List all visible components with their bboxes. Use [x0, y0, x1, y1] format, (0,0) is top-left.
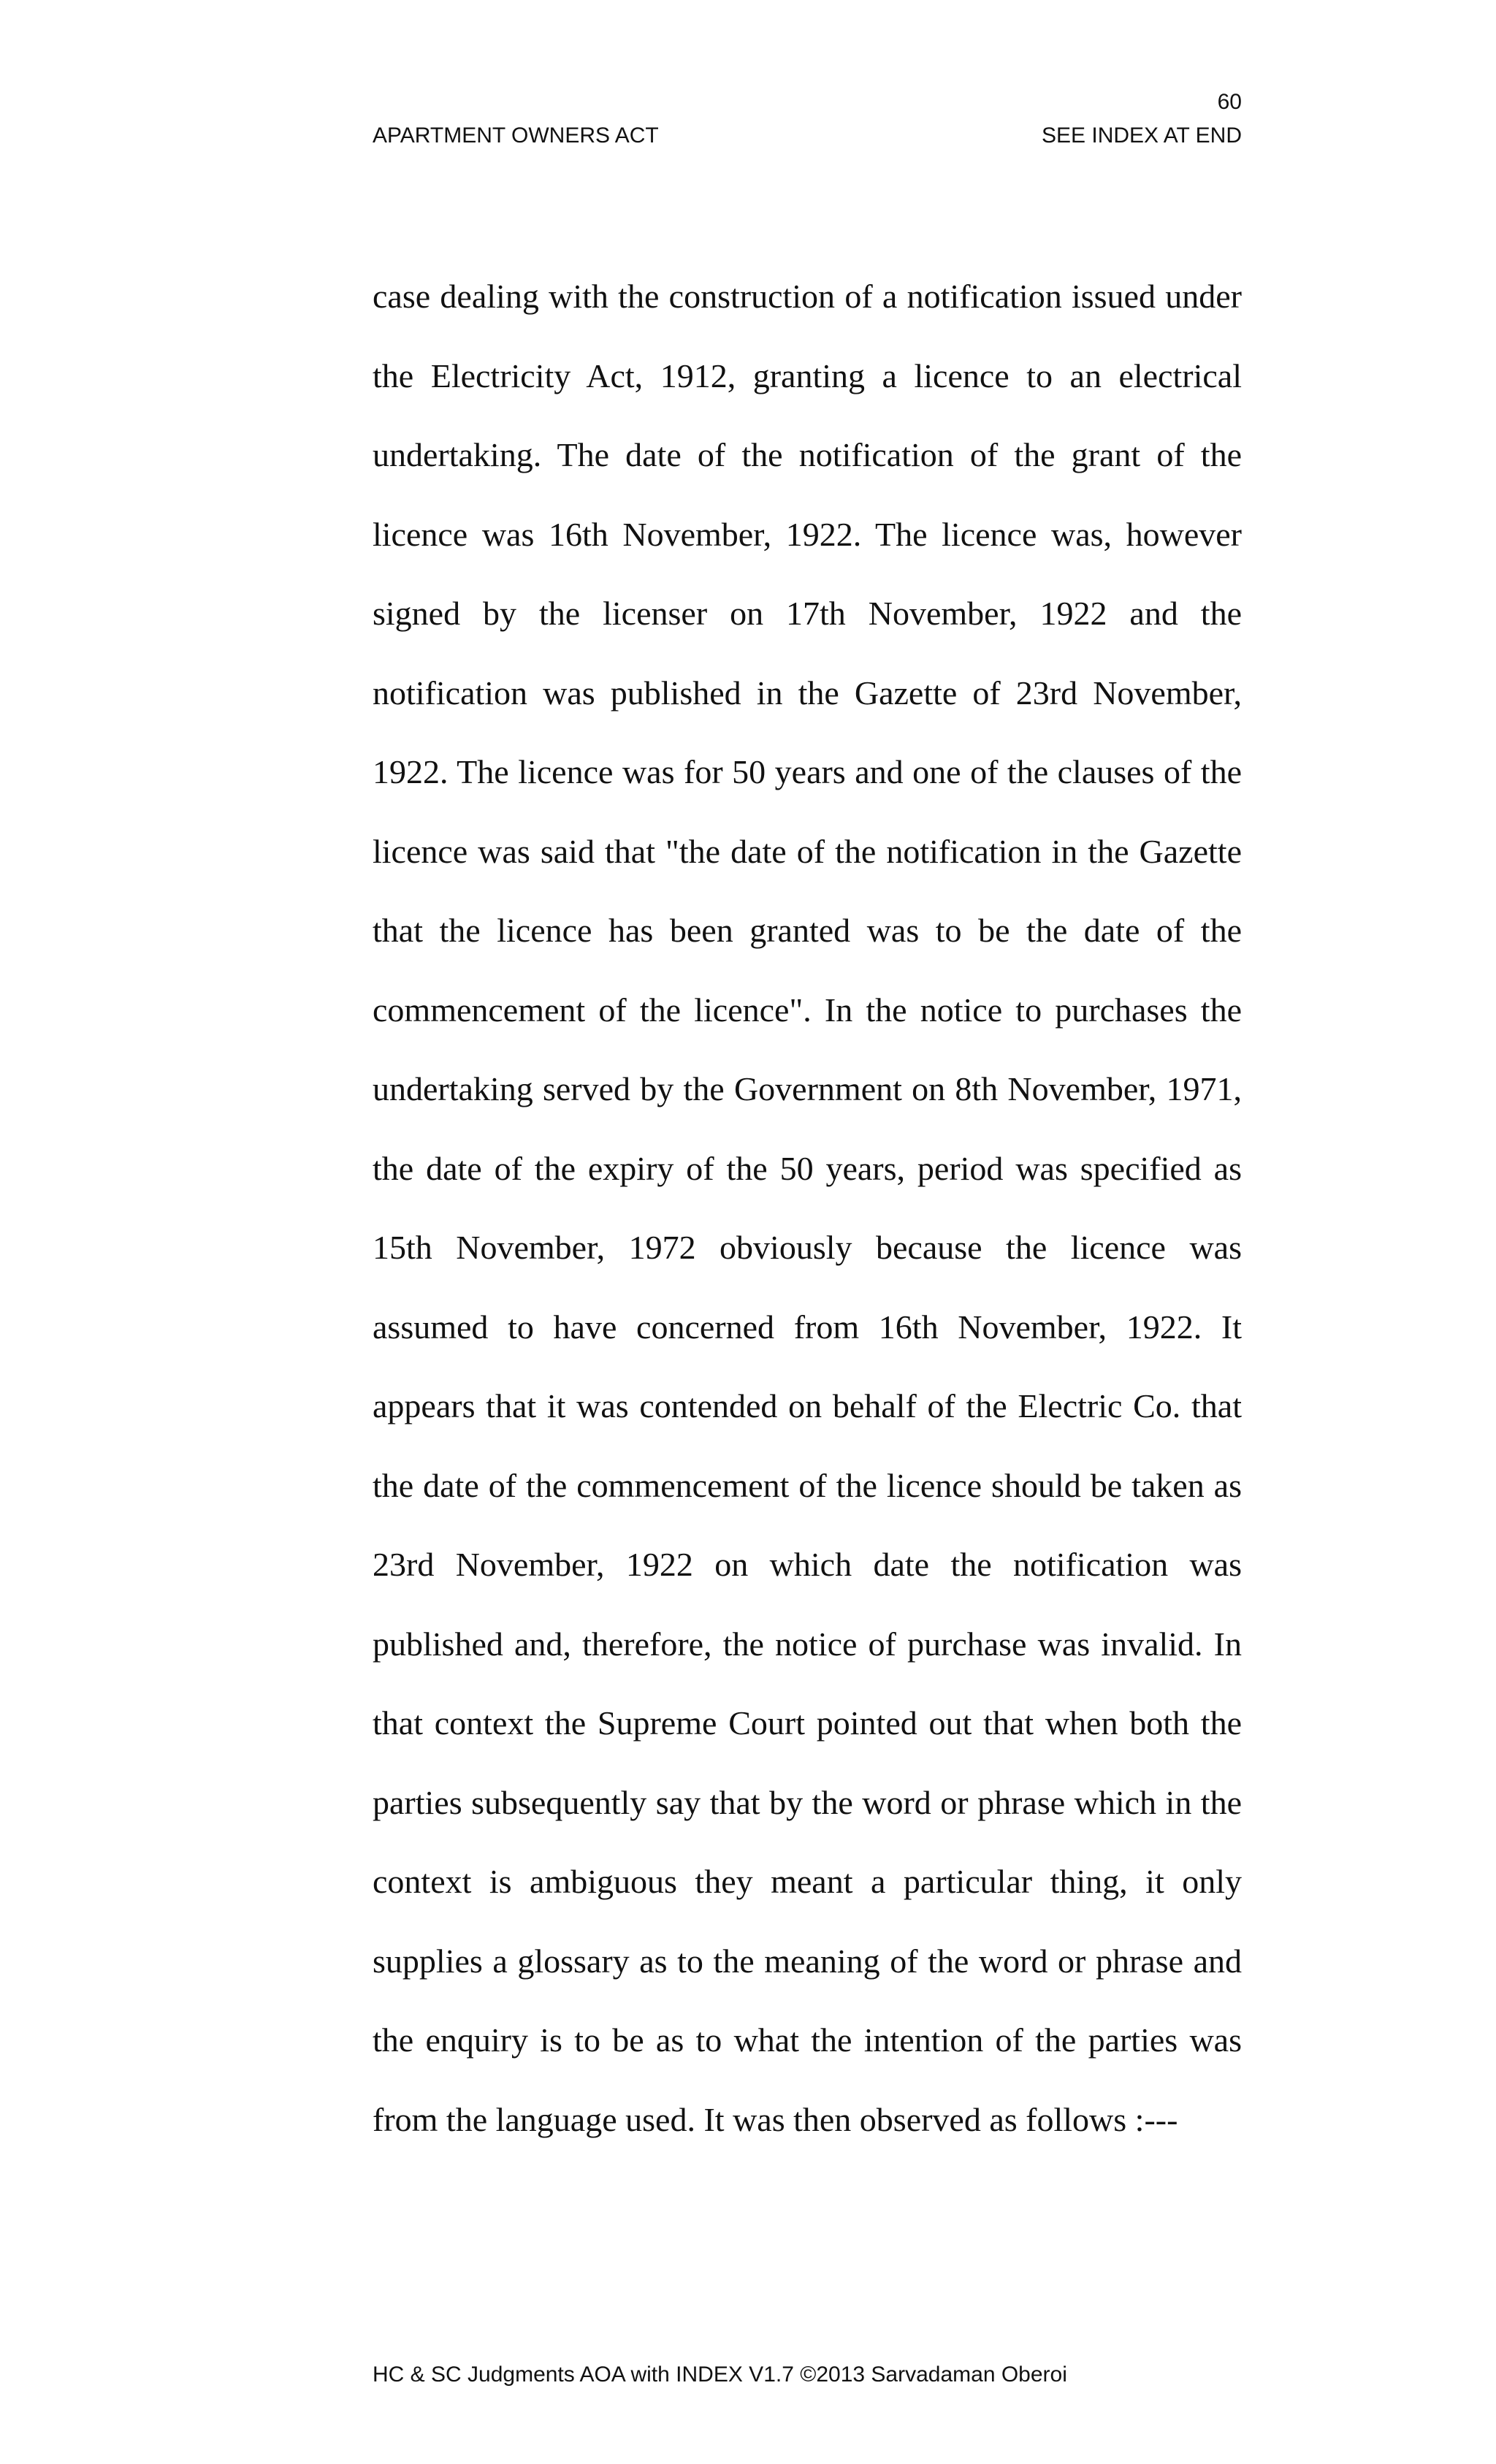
header-title: APARTMENT OWNERS ACT	[373, 123, 659, 148]
running-header	[373, 123, 1242, 149]
body-paragraph: case dealing with the construction of a notification issued under the Electricity Act, 1912, granting a licence to an electrical undertaking. The date of the notification of the grant of the licence was 16th November, 1922. The licence was, however signed by the licenser on 17th November, 1922 and the notification was published in the Gazette of 23rd November, 1922. The licence was for 50 years and one of the clauses of the licence was said that "the date of the notification in the Gazette that the licence has been granted was to be the date of the commencement of the licence". In the notice to purchases the undertaking served by the Government on 8th November, 1971, the date of the expiry of the 50 years, period was specified as 15th November, 1972 obviously because the licence was assumed to have concerned from 16th November, 1922. It appears that it was contended on behalf of the Electric Co. that the date of the commencement of the licence should be taken as 23rd November, 1922 on which date the notification was published and, therefore, the notice of purchase was invalid. In that context the Supreme Court pointed out that when both the parties subsequently say that by the word or phrase which in the context is ambiguous they meant a particular thing, it only supplies a glossary as to the meaning of the word or phrase and the enquiry is to be as to what the intention of the parties was from the language used. It was then observed as follows :---	[373, 278, 1242, 2138]
header-index-note: SEE INDEX AT END	[1042, 123, 1242, 148]
page-number: 60	[1217, 90, 1242, 114]
footer-text: HC & SC Judgments AOA with INDEX V1.7 ©2013 Sarvadaman Oberoi	[373, 2362, 1067, 2387]
